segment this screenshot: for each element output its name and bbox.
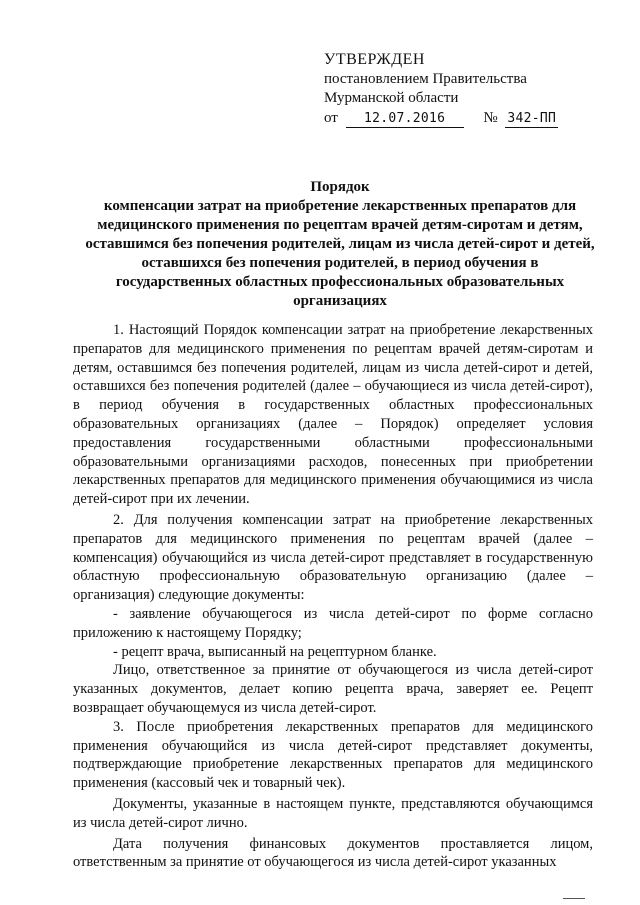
title-line: медицинского применения по рецептам врачей детям-сиротам и детям, (97, 217, 583, 233)
title-line: Порядок (310, 179, 370, 195)
paragraph-list-item-prescription: - рецепт врача, выписанный на рецептурном бланке. (113, 643, 437, 660)
title-line: государственных областных профессиональных образовательных (115, 274, 565, 290)
document-title (70, 178, 610, 311)
approval-line-region: Мурманской области (324, 90, 459, 106)
page-edge-mark (563, 898, 585, 899)
paragraph-clause-1: 1. Настоящий Порядок компенсации затрат на приобретение лекарственных препаратов для медицинского применения по рецептам врачей детям-сиротам и детям, оставшимся без попечения родителей, лицам из числа детей-сирот и детей, оставшихся без попечения родителей (далее – обучающиеся из числа детей-сирот), в период обучения в государственных областных профессиональных образовательных организациях (далее – Порядок) определяет условия предоставления государственными областными профессиональными образовательными организациями расходов, понесенных при приобретении лекарственных препаратов для медицинского применения обучающимися из числа детей-сирот при их лечении. (73, 322, 593, 508)
paragraph-date-of-receipt: Дата получения финансовых документов проставляется лицом, ответственным за принятие от обучающегося из числа детей-сирот указанных (73, 835, 593, 871)
paragraph-list-item-application: - заявление обучающегося из числа детей-сирот по форме согласно приложению к настоящему Порядку; (73, 605, 593, 641)
number-sign-label: № (483, 109, 498, 126)
paragraph-responsible-person: Лицо, ответственное за принятие от обучающегося из числа детей-сирот указанных документов, делает копию рецепта врача, заверяет ее. Рецепт возвращает обучающемуся из числа детей-сирот. (73, 662, 593, 716)
approval-date-row (324, 109, 624, 129)
approval-line-government: постановлением Правительства (324, 70, 527, 87)
paragraph-documents-personal: Документы, указанные в настоящем пункте, представляются обучающимся из числа детей-сирот лично. (73, 795, 593, 831)
approval-number-field: 342-ПП (507, 110, 557, 126)
approval-date-field: 12.07.2016 (346, 111, 464, 128)
approval-title: УТВЕРЖДЕН (324, 51, 425, 68)
date-prefix-label: от (324, 109, 338, 126)
paragraph-clause-3: 3. После приобретения лекарственных препаратов для медицинского применения обучающийся из числа детей-сирот представляет документы, подтверждающие приобретение лекарственных препаратов для медицинского применения (кассовый чек и товарный чек). (73, 718, 593, 792)
title-line: компенсации затрат на приобретение лекарственных препаратов для (103, 198, 577, 214)
document-body (73, 321, 593, 872)
paragraph-clause-2: 2. Для получения компенсации затрат на приобретение лекарственных препаратов для медицинского применения по рецептам врачей (далее – компенсация) обучающийся из числа детей-сирот представляет в государственную областную профессиональную образовательную организацию (далее – организация) следующие документы: (73, 511, 593, 604)
title-line: оставшимся без попечения родителей, лицам из числа детей-сирот и детей, (85, 236, 595, 252)
title-line: организациях (293, 293, 387, 309)
approval-stamp-block (324, 50, 624, 128)
title-line: оставшихся без попечения родителей, в период обучения в (141, 255, 539, 271)
